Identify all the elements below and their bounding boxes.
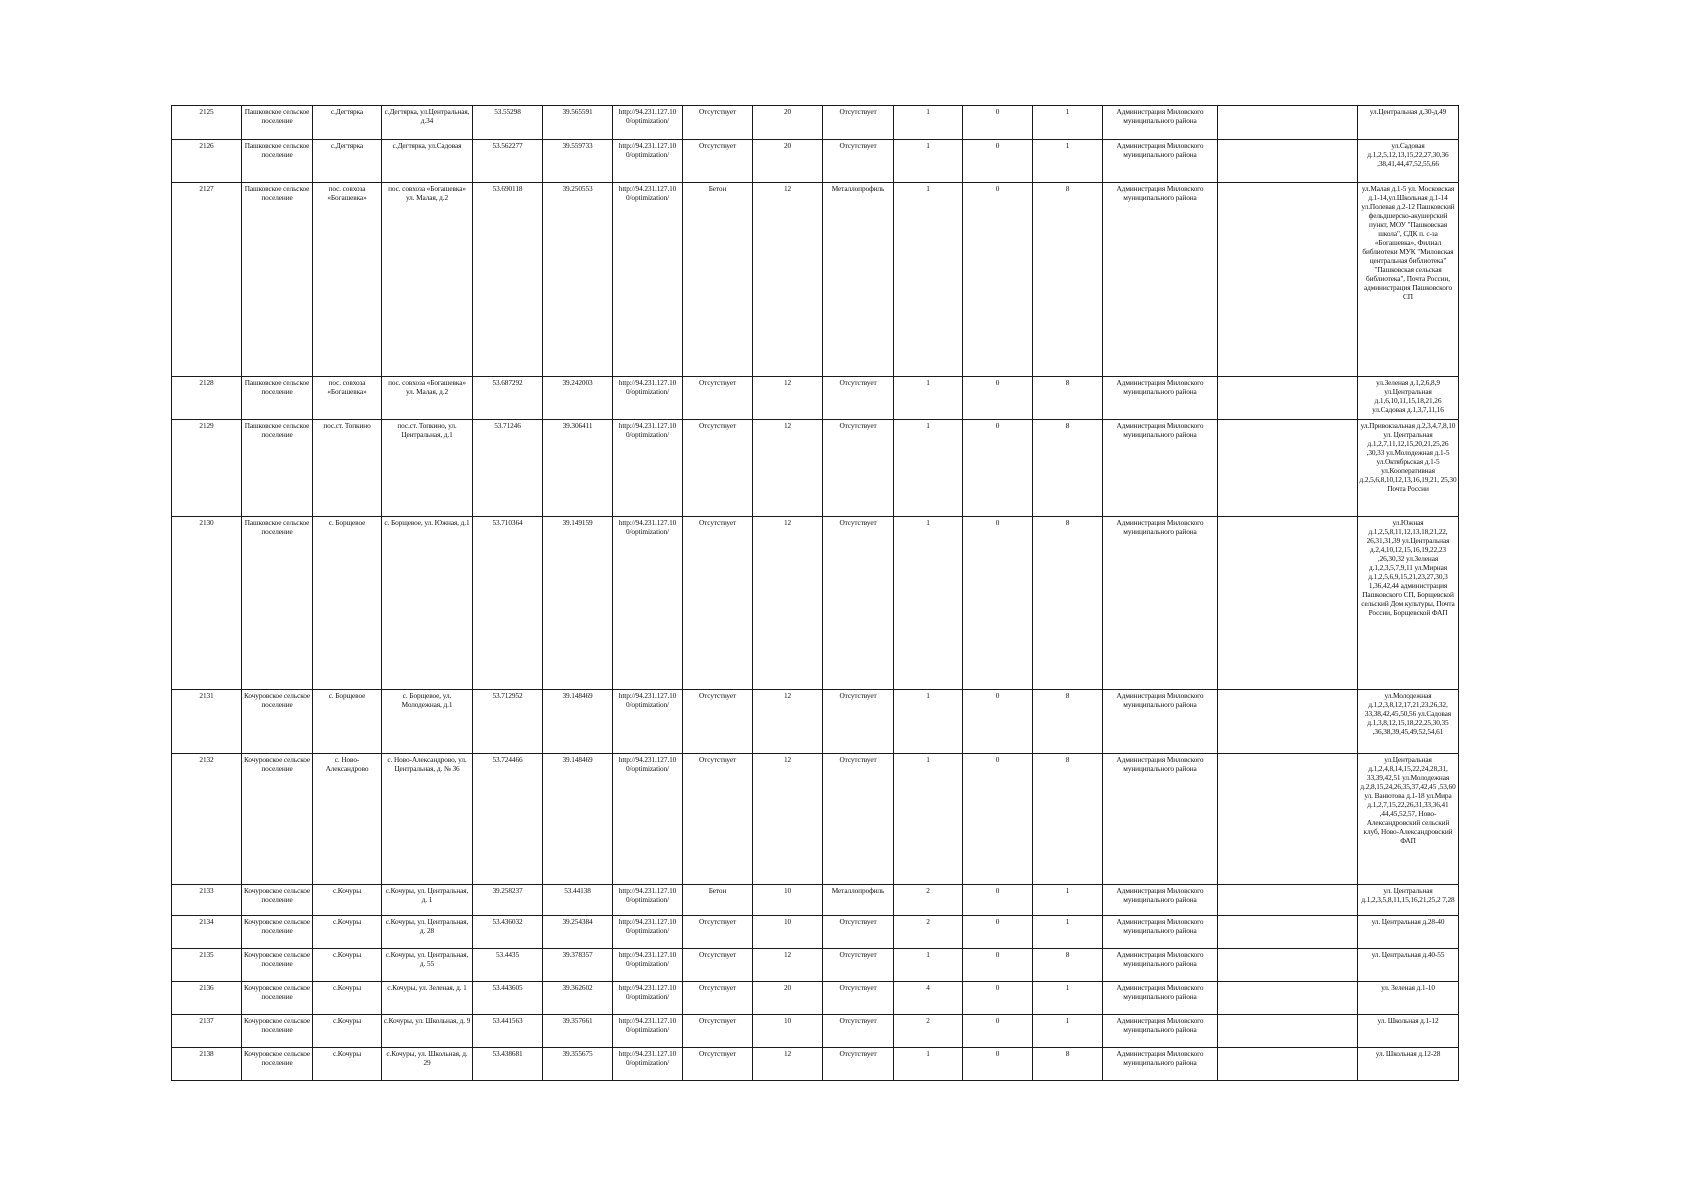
longitude-cell: 39.559733: [543, 140, 613, 183]
fence-cell: Отсутствует: [823, 420, 894, 517]
address-cell: с.Кочуры, ул. Школьная, д. 9: [382, 1015, 473, 1048]
surface-cell: Бетон: [683, 885, 753, 916]
row-number: 2133: [172, 885, 242, 916]
volume-cell: 8: [1033, 1048, 1103, 1081]
longitude-cell: 39.242003: [543, 377, 613, 420]
address-cell: с. Борщевое, ул. Южная, д.1: [382, 517, 473, 690]
volume-cell: 8: [1033, 517, 1103, 690]
planned-containers-cell: 0: [963, 949, 1033, 982]
area-cell: 12: [753, 754, 823, 885]
longitude-cell: 39.149159: [543, 517, 613, 690]
containers-cell: 1: [894, 377, 963, 420]
map-link-cell: http://94.231.127.10 0/optimization/: [613, 885, 683, 916]
volume-cell: 1: [1033, 106, 1103, 140]
settlement-cell: Кочуровское сельское поселение: [242, 1015, 313, 1048]
area-cell: 20: [753, 140, 823, 183]
empty-cell: [1218, 949, 1358, 982]
owner-cell: Администрация Миловского муниципального района: [1103, 183, 1218, 377]
address-cell: с.Кочуры, ул. Зеленая, д. 1: [382, 982, 473, 1015]
owner-cell: Администрация Миловского муниципального района: [1103, 949, 1218, 982]
map-link-cell: http://94.231.127.10 0/optimization/: [613, 690, 683, 754]
empty-cell: [1218, 982, 1358, 1015]
fence-cell: Металлопрофиль: [823, 183, 894, 377]
address-cell: с.Кочуры, ул. Центральная, д. 55: [382, 949, 473, 982]
settlement-cell: Кочуровское сельское поселение: [242, 754, 313, 885]
fence-cell: Отсутствует: [823, 1048, 894, 1081]
volume-cell: 8: [1033, 377, 1103, 420]
surface-cell: Отсутствует: [683, 420, 753, 517]
containers-cell: 1: [894, 1048, 963, 1081]
containers-cell: 2: [894, 885, 963, 916]
planned-containers-cell: 0: [963, 420, 1033, 517]
address-cell: с. Ново-Александрово, ул. Центральная, д. № 36: [382, 754, 473, 885]
latitude-cell: 53.4435: [473, 949, 543, 982]
area-cell: 10: [753, 885, 823, 916]
area-cell: 12: [753, 949, 823, 982]
fence-cell: Отсутствует: [823, 140, 894, 183]
waste-sources-cell: ул. Центральная д.1,2,3,5,8,11,15,16,21,25,2 7,28: [1358, 885, 1459, 916]
volume-cell: 1: [1033, 982, 1103, 1015]
volume-cell: 1: [1033, 885, 1103, 916]
fence-cell: Отсутствует: [823, 949, 894, 982]
surface-cell: Отсутствует: [683, 377, 753, 420]
waste-sources-cell: ул.Малая д.1-5 ул. Московская д.1-14,ул.Школьная д.1-14 ул.Полевая д.2-12 Пашковский фельдшерско-акушерский пункт, МОУ "Пашковская школа", СДК п. с-за «Богашевка», Филиал библиотеки МУК "Миловская центральная библиотека" "Пашковская сельская библиотека", Почта России, администрация Пашковского СП: [1358, 183, 1459, 377]
address-cell: пос. совхоза «Богашевка» ул. Малая, д.2: [382, 183, 473, 377]
locality-cell: пос.ст. Топкино: [313, 420, 382, 517]
latitude-cell: 53.55298: [473, 106, 543, 140]
longitude-cell: 39.148469: [543, 754, 613, 885]
empty-cell: [1218, 754, 1358, 885]
table-row: [172, 1015, 1459, 1048]
latitude-cell: 53.441563: [473, 1015, 543, 1048]
waste-sources-cell: ул.Южная д.1,2,5,8,11,12,13,18,21,22, 26,31,31,39 ул.Центральная д.2,4,10,12,15,16,19,22,23 ,26,30,32 ул.Зеленая д.1,2,3,5,7,9,11 ул.Мирная д.1,2,5,6,9,15,21,23,27,30,3 1,36,42,44 администрация Пашковского СП, Борщевской сельский Дом культуры, Почта России, Борщевской ФАП: [1358, 517, 1459, 690]
address-cell: с.Кочуры, ул. Школьная, д. 29: [382, 1048, 473, 1081]
settlement-cell: Кочуровское сельское поселение: [242, 1048, 313, 1081]
row-number: 2131: [172, 690, 242, 754]
volume-cell: 8: [1033, 690, 1103, 754]
surface-cell: Отсутствует: [683, 106, 753, 140]
table-row: [172, 754, 1459, 885]
waste-sources-cell: ул.Центральная д.1,2,4,8,14,15,22,24,28,31, 33,39,42,51 ул.Молодежная д.2,8,15,24,26,35,37,42,45 ,53,60 ул. Ванютова д.1-18 ул.Мира д.1,2,7,15,22,26,31,33,36,41 ,44,45,52,57, Ново-Александровский сельский клуб, Ново-Александровский ФАП: [1358, 754, 1459, 885]
area-cell: 12: [753, 420, 823, 517]
containers-cell: 4: [894, 982, 963, 1015]
latitude-cell: 53.724466: [473, 754, 543, 885]
volume-cell: 8: [1033, 754, 1103, 885]
map-link-cell: http://94.231.127.10 0/optimization/: [613, 377, 683, 420]
address-cell: пос. совхоза «Богашевка» ул. Малая, д.2: [382, 377, 473, 420]
latitude-cell: 53.436032: [473, 916, 543, 949]
locality-cell: с. Ново-Александрово: [313, 754, 382, 885]
map-link-cell: http://94.231.127.10 0/optimization/: [613, 1015, 683, 1048]
settlement-cell: Кочуровское сельское поселение: [242, 885, 313, 916]
surface-cell: Отсутствует: [683, 982, 753, 1015]
latitude-cell: 53.712952: [473, 690, 543, 754]
row-number: 2137: [172, 1015, 242, 1048]
planned-containers-cell: 0: [963, 1048, 1033, 1081]
planned-containers-cell: 0: [963, 916, 1033, 949]
map-link-cell: http://94.231.127.10 0/optimization/: [613, 517, 683, 690]
table-row: [172, 1048, 1459, 1081]
table-row: [172, 916, 1459, 949]
planned-containers-cell: 0: [963, 106, 1033, 140]
empty-cell: [1218, 106, 1358, 140]
map-link-cell: http://94.231.127.10 0/optimization/: [613, 949, 683, 982]
map-link-cell: http://94.231.127.10 0/optimization/: [613, 420, 683, 517]
planned-containers-cell: 0: [963, 140, 1033, 183]
longitude-cell: 39.306411: [543, 420, 613, 517]
map-link-cell: http://94.231.127.10 0/optimization/: [613, 183, 683, 377]
address-cell: с. Борщевое, ул. Молодежная, д.1: [382, 690, 473, 754]
empty-cell: [1218, 377, 1358, 420]
empty-cell: [1218, 690, 1358, 754]
locality-cell: с. Борщевое: [313, 690, 382, 754]
address-cell: с.Кочуры, ул. Центральная, д. 28: [382, 916, 473, 949]
locality-cell: с.Кочуры: [313, 949, 382, 982]
fence-cell: Отсутствует: [823, 377, 894, 420]
owner-cell: Администрация Миловского муниципального района: [1103, 377, 1218, 420]
latitude-cell: 53.71246: [473, 420, 543, 517]
owner-cell: Администрация Миловского муниципального района: [1103, 690, 1218, 754]
waste-sources-cell: ул.Привокзальная д.2,3,4,7,8,10 ул. Центральная д.1,2,7,11,12,15,20,21,25,26 ,30,33 ул.Молодежная д.1-5 ул.Октябрьская д.1-5 ул.Кооперативная д.2,5,6,8,10,12,13,16,19,21, 25,30 Почта России: [1358, 420, 1459, 517]
area-cell: 12: [753, 690, 823, 754]
containers-cell: 1: [894, 420, 963, 517]
settlement-cell: Пашковское сельское поселение: [242, 140, 313, 183]
map-link-cell: http://94.231.127.10 0/optimization/: [613, 916, 683, 949]
empty-cell: [1218, 916, 1358, 949]
fence-cell: Отсутствует: [823, 916, 894, 949]
waste-sources-cell: ул. Центральная д.28-40: [1358, 916, 1459, 949]
row-number: 2138: [172, 1048, 242, 1081]
owner-cell: Администрация Миловского муниципального района: [1103, 420, 1218, 517]
fence-cell: Отсутствует: [823, 690, 894, 754]
settlement-cell: Кочуровское сельское поселение: [242, 690, 313, 754]
longitude-cell: 39.362602: [543, 982, 613, 1015]
map-link-cell: http://94.231.127.10 0/optimization/: [613, 140, 683, 183]
settlement-cell: Пашковское сельское поселение: [242, 517, 313, 690]
owner-cell: Администрация Миловского муниципального района: [1103, 1048, 1218, 1081]
surface-cell: Отсутствует: [683, 690, 753, 754]
empty-cell: [1218, 183, 1358, 377]
latitude-cell: 39.258237: [473, 885, 543, 916]
empty-cell: [1218, 140, 1358, 183]
settlement-cell: Пашковское сельское поселение: [242, 183, 313, 377]
longitude-cell: 39.565591: [543, 106, 613, 140]
surface-cell: Отсутствует: [683, 1048, 753, 1081]
owner-cell: Администрация Миловского муниципального района: [1103, 1015, 1218, 1048]
surface-cell: Отсутствует: [683, 754, 753, 885]
volume-cell: 8: [1033, 420, 1103, 517]
locality-cell: с.Кочуры: [313, 1015, 382, 1048]
planned-containers-cell: 0: [963, 982, 1033, 1015]
planned-containers-cell: 0: [963, 1015, 1033, 1048]
surface-cell: Бетон: [683, 183, 753, 377]
containers-cell: 1: [894, 183, 963, 377]
planned-containers-cell: 0: [963, 690, 1033, 754]
table-row: [172, 106, 1459, 140]
row-number: 2126: [172, 140, 242, 183]
owner-cell: Администрация Миловского муниципального района: [1103, 982, 1218, 1015]
latitude-cell: 53.687292: [473, 377, 543, 420]
map-link-cell: http://94.231.127.10 0/optimization/: [613, 754, 683, 885]
table-row: [172, 885, 1459, 916]
planned-containers-cell: 0: [963, 885, 1033, 916]
planned-containers-cell: 0: [963, 754, 1033, 885]
planned-containers-cell: 0: [963, 183, 1033, 377]
locality-cell: с.Кочуры: [313, 1048, 382, 1081]
locality-cell: пос. совхоза «Богашевка»: [313, 377, 382, 420]
owner-cell: Администрация Миловского муниципального района: [1103, 517, 1218, 690]
longitude-cell: 39.148469: [543, 690, 613, 754]
latitude-cell: 53.690118: [473, 183, 543, 377]
table-row: [172, 949, 1459, 982]
waste-sources-cell: ул.Садовая д.1,2,5,12,13,15,22,27,30,36 ,38,41,44,47,52,55,66: [1358, 140, 1459, 183]
row-number: 2128: [172, 377, 242, 420]
settlement-cell: Кочуровское сельское поселение: [242, 982, 313, 1015]
map-link-cell: http://94.231.127.10 0/optimization/: [613, 1048, 683, 1081]
containers-cell: 1: [894, 517, 963, 690]
latitude-cell: 53.438681: [473, 1048, 543, 1081]
area-cell: 12: [753, 377, 823, 420]
containers-cell: 1: [894, 106, 963, 140]
locality-cell: с. Борщевое: [313, 517, 382, 690]
row-number: 2130: [172, 517, 242, 690]
settlement-cell: Пашковское сельское поселение: [242, 106, 313, 140]
settlement-cell: Кочуровское сельское поселение: [242, 949, 313, 982]
table-row: [172, 517, 1459, 690]
row-number: 2132: [172, 754, 242, 885]
locality-cell: с.Кочуры: [313, 885, 382, 916]
fence-cell: Металлопрофиль: [823, 885, 894, 916]
waste-sources-cell: ул.Центральная д.30-д.49: [1358, 106, 1459, 140]
surface-cell: Отсутствует: [683, 949, 753, 982]
longitude-cell: 39.250553: [543, 183, 613, 377]
owner-cell: Администрация Миловского муниципального района: [1103, 140, 1218, 183]
locality-cell: пос. совхоза «Богашевка»: [313, 183, 382, 377]
latitude-cell: 53.710364: [473, 517, 543, 690]
surface-cell: Отсутствует: [683, 140, 753, 183]
volume-cell: 1: [1033, 1015, 1103, 1048]
address-cell: пос.ст. Топкино, ул. Центральная, д.1: [382, 420, 473, 517]
empty-cell: [1218, 420, 1358, 517]
longitude-cell: 39.355675: [543, 1048, 613, 1081]
latitude-cell: 53.562277: [473, 140, 543, 183]
address-cell: с.Кочуры, ул. Центральная, д. 1: [382, 885, 473, 916]
locality-cell: с.Дегтярка: [313, 140, 382, 183]
map-link-cell: http://94.231.127.10 0/optimization/: [613, 982, 683, 1015]
locality-cell: с.Дегтярка: [313, 106, 382, 140]
area-cell: 12: [753, 183, 823, 377]
row-number: 2125: [172, 106, 242, 140]
containers-cell: 1: [894, 949, 963, 982]
volume-cell: 8: [1033, 183, 1103, 377]
empty-cell: [1218, 1048, 1358, 1081]
planned-containers-cell: 0: [963, 377, 1033, 420]
volume-cell: 8: [1033, 949, 1103, 982]
empty-cell: [1218, 885, 1358, 916]
table-row: [172, 377, 1459, 420]
longitude-cell: 53.44138: [543, 885, 613, 916]
empty-cell: [1218, 1015, 1358, 1048]
area-cell: 20: [753, 106, 823, 140]
waste-sources-cell: ул. Зеленая д.1-10: [1358, 982, 1459, 1015]
planned-containers-cell: 0: [963, 517, 1033, 690]
waste-sources-cell: ул.Зеленая д.1,2,6,8,9 ул.Центральная д.1,6,10,11,15,18,21,26 ул.Садовая д.1,3,7,11,16: [1358, 377, 1459, 420]
owner-cell: Администрация Миловского муниципального района: [1103, 885, 1218, 916]
table-row: [172, 982, 1459, 1015]
empty-cell: [1218, 517, 1358, 690]
surface-cell: Отсутствует: [683, 517, 753, 690]
fence-cell: Отсутствует: [823, 982, 894, 1015]
fence-cell: Отсутствует: [823, 517, 894, 690]
fence-cell: Отсутствует: [823, 106, 894, 140]
owner-cell: Администрация Миловского муниципального района: [1103, 754, 1218, 885]
map-link-cell: http://94.231.127.10 0/optimization/: [613, 106, 683, 140]
fence-cell: Отсутствует: [823, 1015, 894, 1048]
row-number: 2135: [172, 949, 242, 982]
containers-cell: 2: [894, 916, 963, 949]
waste-sources-cell: ул.Молодежная д.1,2,3,8,12,17,21,23,26,32, 33,38,42,45,50,56 ул.Садовая д.1,3,8,12,15,18,22,25,30,35 ,36,38,39,45,49,52,54,61: [1358, 690, 1459, 754]
address-cell: с.Дегтярка, ул.Садовая: [382, 140, 473, 183]
area-cell: 10: [753, 916, 823, 949]
row-number: 2134: [172, 916, 242, 949]
table-row: [172, 140, 1459, 183]
waste-sources-cell: ул. Школьная д.12-28: [1358, 1048, 1459, 1081]
settlement-cell: Пашковское сельское поселение: [242, 377, 313, 420]
area-cell: 12: [753, 517, 823, 690]
latitude-cell: 53.443605: [473, 982, 543, 1015]
registry-body: [172, 106, 1459, 1081]
settlement-cell: Кочуровское сельское поселение: [242, 916, 313, 949]
owner-cell: Администрация Миловского муниципального района: [1103, 106, 1218, 140]
row-number: 2136: [172, 982, 242, 1015]
containers-cell: 1: [894, 690, 963, 754]
settlement-cell: Пашковское сельское поселение: [242, 420, 313, 517]
row-number: 2127: [172, 183, 242, 377]
address-cell: с.Дегтярка, ул.Центральная, д.34: [382, 106, 473, 140]
table-row: [172, 690, 1459, 754]
fence-cell: Отсутствует: [823, 754, 894, 885]
area-cell: 12: [753, 1048, 823, 1081]
area-cell: 20: [753, 982, 823, 1015]
volume-cell: 1: [1033, 916, 1103, 949]
locality-cell: с.Кочуры: [313, 916, 382, 949]
containers-cell: 1: [894, 140, 963, 183]
containers-cell: 2: [894, 1015, 963, 1048]
longitude-cell: 39.254384: [543, 916, 613, 949]
owner-cell: Администрация Миловского муниципального района: [1103, 916, 1218, 949]
area-cell: 10: [753, 1015, 823, 1048]
longitude-cell: 39.378357: [543, 949, 613, 982]
table-row: [172, 420, 1459, 517]
row-number: 2129: [172, 420, 242, 517]
table-row: [172, 183, 1459, 377]
registry-table: [171, 105, 1459, 1081]
longitude-cell: 39.357661: [543, 1015, 613, 1048]
containers-cell: 1: [894, 754, 963, 885]
surface-cell: Отсутствует: [683, 916, 753, 949]
waste-sources-cell: ул. Центральная д.40-55: [1358, 949, 1459, 982]
locality-cell: с.Кочуры: [313, 982, 382, 1015]
waste-sources-cell: ул. Школьная д.1-12: [1358, 1015, 1459, 1048]
volume-cell: 1: [1033, 140, 1103, 183]
surface-cell: Отсутствует: [683, 1015, 753, 1048]
